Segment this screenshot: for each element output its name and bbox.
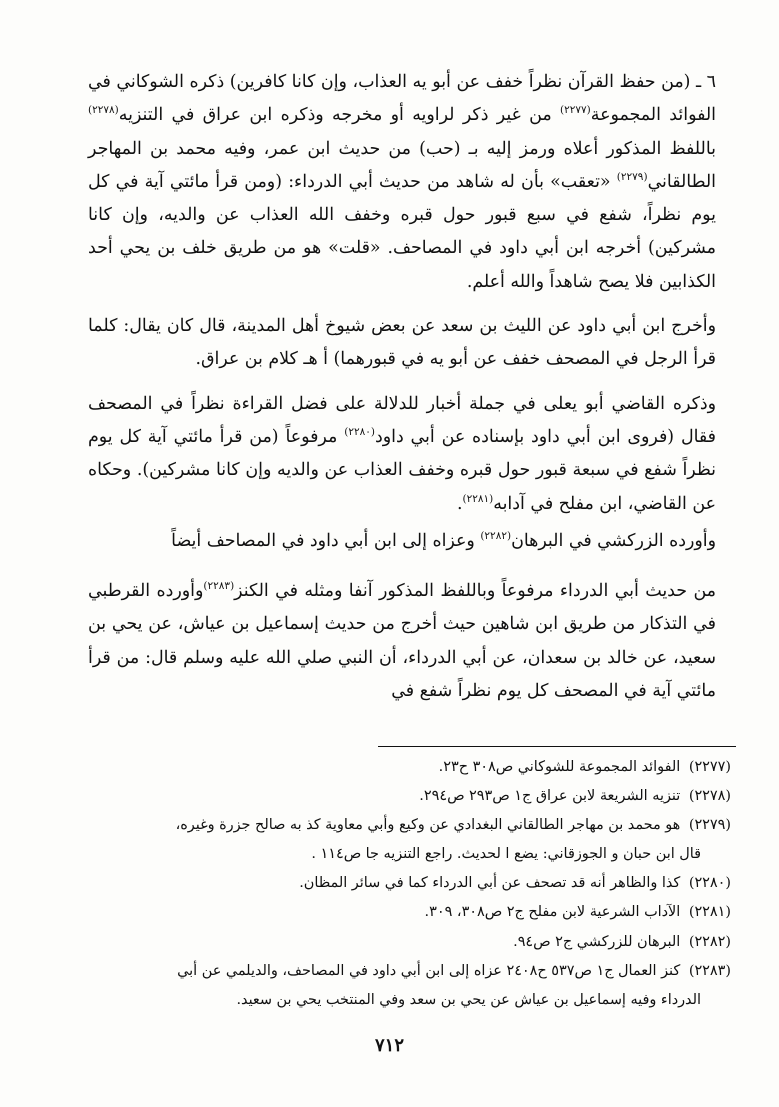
footnote-number: (٢٢٨٣) [688,962,731,979]
footnote-ref: (٢٢٧٧) [560,104,591,117]
footnote-ref: (٢٢٨٢) [480,530,512,543]
footnotes [88,753,731,1015]
text-segment: وأورده القرطبي في التذكار من طريق ابن شاهين حيث أخرج من حديث إسماعيل بن عياش، عن يحي بن سعيد، عن خالد بن سعدان، عن أبي الدرداء، أن النبي صلي الله عليه وسلم قال: من قرأ مائتي آية في المصحف كل يوم نظراً شفع في [88,581,716,702]
footnote [88,753,731,782]
page-number: ٧١٢ [374,1035,404,1056]
footnote-ref: (٢٢٧٨) [88,104,119,117]
paragraph [88,388,716,521]
footnote [88,811,731,869]
footnote-number: (٢٢٨٠) [688,875,731,892]
text-segment: . [456,493,463,514]
footnote-number: (٢٢٧٧) [688,759,731,775]
paragraph [88,525,716,558]
footnote-ref: (٢٢٧٩) [616,171,648,184]
text-segment: وأورده الزركشي في البرهان [511,530,716,551]
footnote-ref: (٢٢٨٠) [344,426,375,439]
footnote-text: هو محمد بن مهاجر الطالقاني البغدادي عن وكيع وأبي معاوية كذ به صالح جزرة وغيره، [175,817,681,834]
footnote-text: كذا والظاهر أنه قد تصحف عن أبي الدرداء كما في سائر المظان. [299,875,681,892]
paragraph [88,310,716,377]
text-segment: ٦ ـ (من حفظ القرآن نظراً خفف عن أبو يه العذاب، وإن كانا كافرين) ذكره الشوكاني في الفوائد المجموعة [88,72,716,126]
footnote [88,928,731,957]
footnote-divider [378,746,736,747]
footnote [88,898,731,927]
footnote-ref: (٢٢٨٣) [203,580,235,593]
footnote-number: (٢٢٨١) [688,904,731,921]
text-segment: وذكره القاضي أبو يعلى في جملة أخبار للدلالة على فضل القراءة نظراً في المصحف فقال (فروى ابن أبي داود بإسناده عن أبي داود [88,393,716,447]
footnote-text-continued: الدرداء وفيه إسماعيل بن عياش عن يحي بن سعد وفي المنتخب يحي بن سعيد. [236,991,701,1008]
text-segment: باللفظ المذكور أعلاه ورمز إليه بـ (حب) من حديث ابن عمر، وفيه محمد بن المهاجر الطالقاني [88,138,716,192]
text-segment: وأخرج ابن أبي داود عن الليث بن سعد عن بعض شيوخ أهل المدينة، قال كان يقال: كلما قرأ الرجل في المصحف خفف عن أبو يه في قبورهما) أ هـ كلام بن عراق. [88,316,716,370]
main-text [88,66,716,708]
footnote-text: الفوائد المجموعة للشوكاني ص٣٠٨ ح٢٣. [438,759,681,775]
text-segment: من غير ذكر لراويه أو مخرجه وذكره ابن عراق في التنزيه [118,105,560,126]
footnote-number: (٢٢٧٩) [688,817,731,834]
footnote [88,957,731,1015]
footnote-ref: (٢٢٨١) [462,492,494,505]
footnote-text-continued: قال ابن حبان و الجوزقاني: يضع ا لحديث. راجع التنزيه جا ص١١٤ . [311,846,701,863]
text-segment: وعزاه إلى ابن أبي داود في المصاحف أيضاً [171,530,481,551]
footnote-text: تنزيه الشريعة لابن عراق ج١ ص٢٩٣ ص٢٩٤. [419,788,681,805]
text-segment: مرفوعاً (من قرأ مائتي آية كل يوم نظراً شفع في سبعة قبور حول قبره وخفف العذاب عن والديه وإن كانا مشركين). وحكاه عن القاضي، ابن مفلح في آدابه [88,426,716,514]
paragraph [88,575,716,708]
footnote [88,869,731,898]
paragraph [88,66,716,299]
footnote-text: البرهان للزركشي ج٢ ص٩٤. [513,933,681,950]
footnote-text: كنز العمال ج١ ص٥٣٧ ح٢٤٠٨ عزاه إلى ابن أبي داود في المصاحف، والديلمي عن أبي [177,962,681,979]
footnote-number: (٢٢٨٢) [688,933,731,950]
footnote-number: (٢٢٧٨) [688,788,731,805]
footnote-text: الآداب الشرعية لابن مفلح ج٢ ص٣٠٨، ٣٠٩. [424,904,681,921]
footnote [88,782,731,811]
text-segment: «تعقب» بأن له شاهد من حديث أبي الدرداء: (ومن قرأ مائتي آية في كل يوم نظراً، شفع في سبع قبور حول قبره وخفف الله العذاب عن والديه، وإن كانا مشركين) أخرجه ابن أبي داود في المصاحف. «قلت» هو من طريق خلف بن يحي أحد الكذابين فلا يصح شاهداً والله أعلم. [88,171,716,292]
text-segment: من حديث أبي الدرداء مرفوعاً وباللفظ المذكور آنفا ومثله في الكنز [234,581,716,602]
